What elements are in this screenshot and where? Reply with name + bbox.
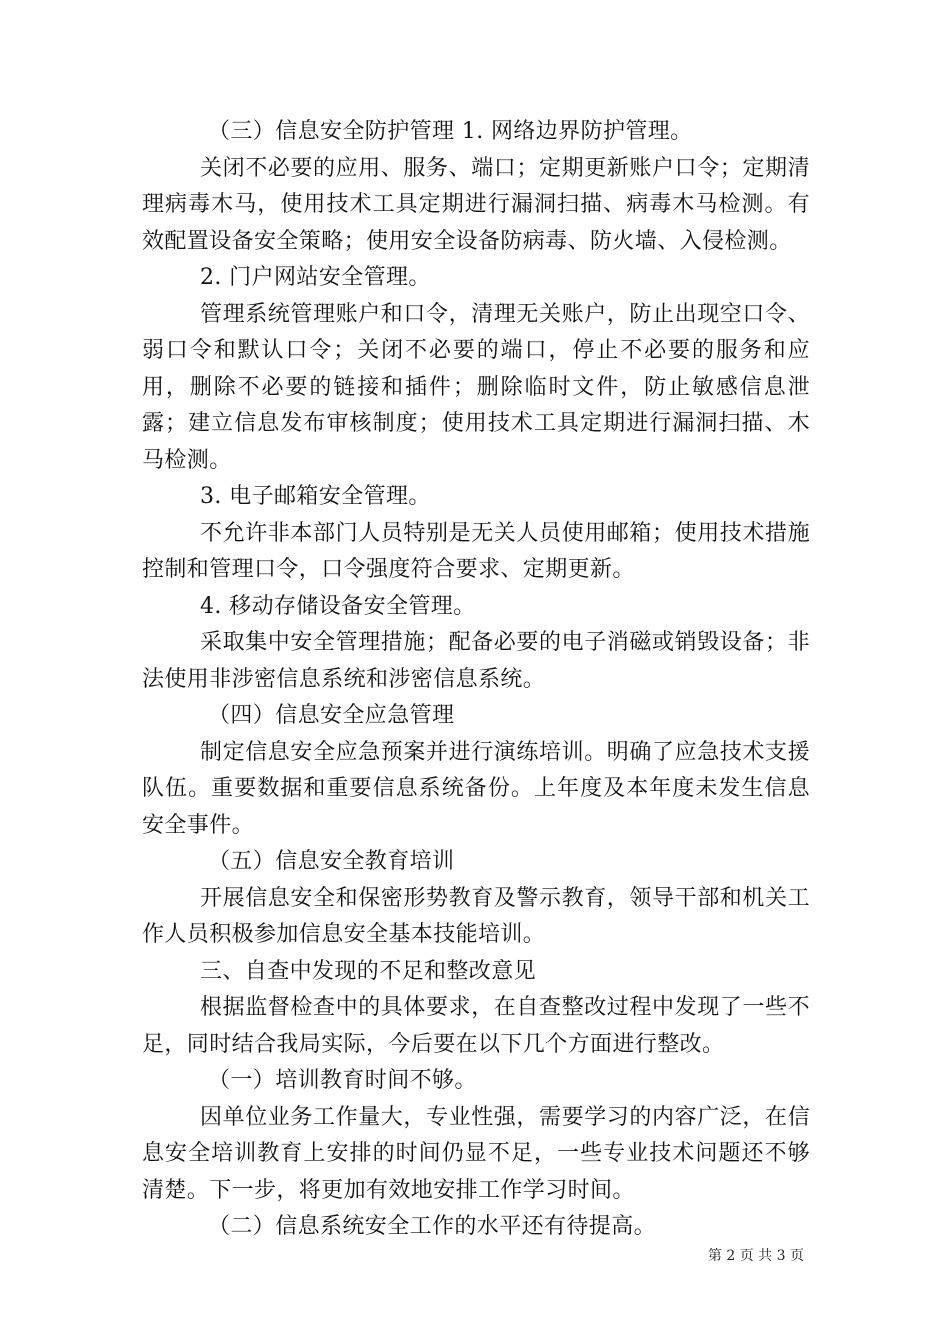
subheading: 2. 门户网站安全管理。 [200,265,431,290]
section-heading-emergency: （四）信息安全应急管理 [208,703,455,728]
section-heading-protection: （三）信息安全防护管理 1. 网络边界防护管理。 [208,119,693,144]
paragraph: 采取集中安全管理措施；配备必要的电子消磁或销毁设备；非法使用非涉密信息系统和涉密信息系统。 [142,630,810,692]
document-body [142,114,810,1246]
paragraph: 根据监督检查中的具体要求，在自查整改过程中发现了一些不足，同时结合我局实际，今后要在以下几个方面进行整改。 [142,995,810,1057]
subheading: 3. 电子邮箱安全管理。 [200,484,431,509]
subheading: 4. 移动存储设备安全管理。 [200,593,476,619]
subheading: （一）培训教育时间不够。 [208,1068,477,1093]
paragraph: 开展信息安全和保密形势教育及警示教育，领导干部和机关工作人员积极参加信息安全基本技能培训。 [142,885,810,947]
page-number-footer: 第 2 页 共 3 页 [707,1248,804,1264]
paragraph: 不允许非本部门人员特别是无关人员使用邮箱；使用技术措施控制和管理口令，口令强度符合要求、定期更新。 [142,520,810,582]
paragraph: 因单位业务工作量大，专业性强，需要学习的内容广泛，在信息安全培训教育上安排的时间仍显不足，一些专业技术问题还不够清楚。下一步，将更加有效地安排工作学习时间。 [142,1104,810,1203]
paragraph: 制定信息安全应急预案并进行演练培训。明确了应急技术支援队伍。重要数据和重要信息系统备份。上年度及本年度未发生信息安全事件。 [142,739,810,838]
paragraph: 关闭不必要的应用、服务、端口；定期更新账户口令；定期清理病毒木马，使用技术工具定期进行漏洞扫描、病毒木马检测。有效配置设备安全策略；使用安全设备防病毒、防火墙、入侵检测。 [142,155,810,254]
section-heading-training: （五）信息安全教育培训 [208,849,455,874]
paragraph: 管理系统管理账户和口令，清理无关账户，防止出现空口令、弱口令和默认口令；关闭不必要的端口，停止不必要的服务和应用，删除不必要的链接和插件；删除临时文件，防止敏感信息泄露；建立信息发布审核制度；使用技术工具定期进行漏洞扫描、木马检测。 [142,301,810,473]
subheading: （二）信息系统安全工作的水平还有待提高。 [208,1214,657,1239]
section-heading-shortcomings: 三、自查中发现的不足和整改意见 [200,958,537,984]
